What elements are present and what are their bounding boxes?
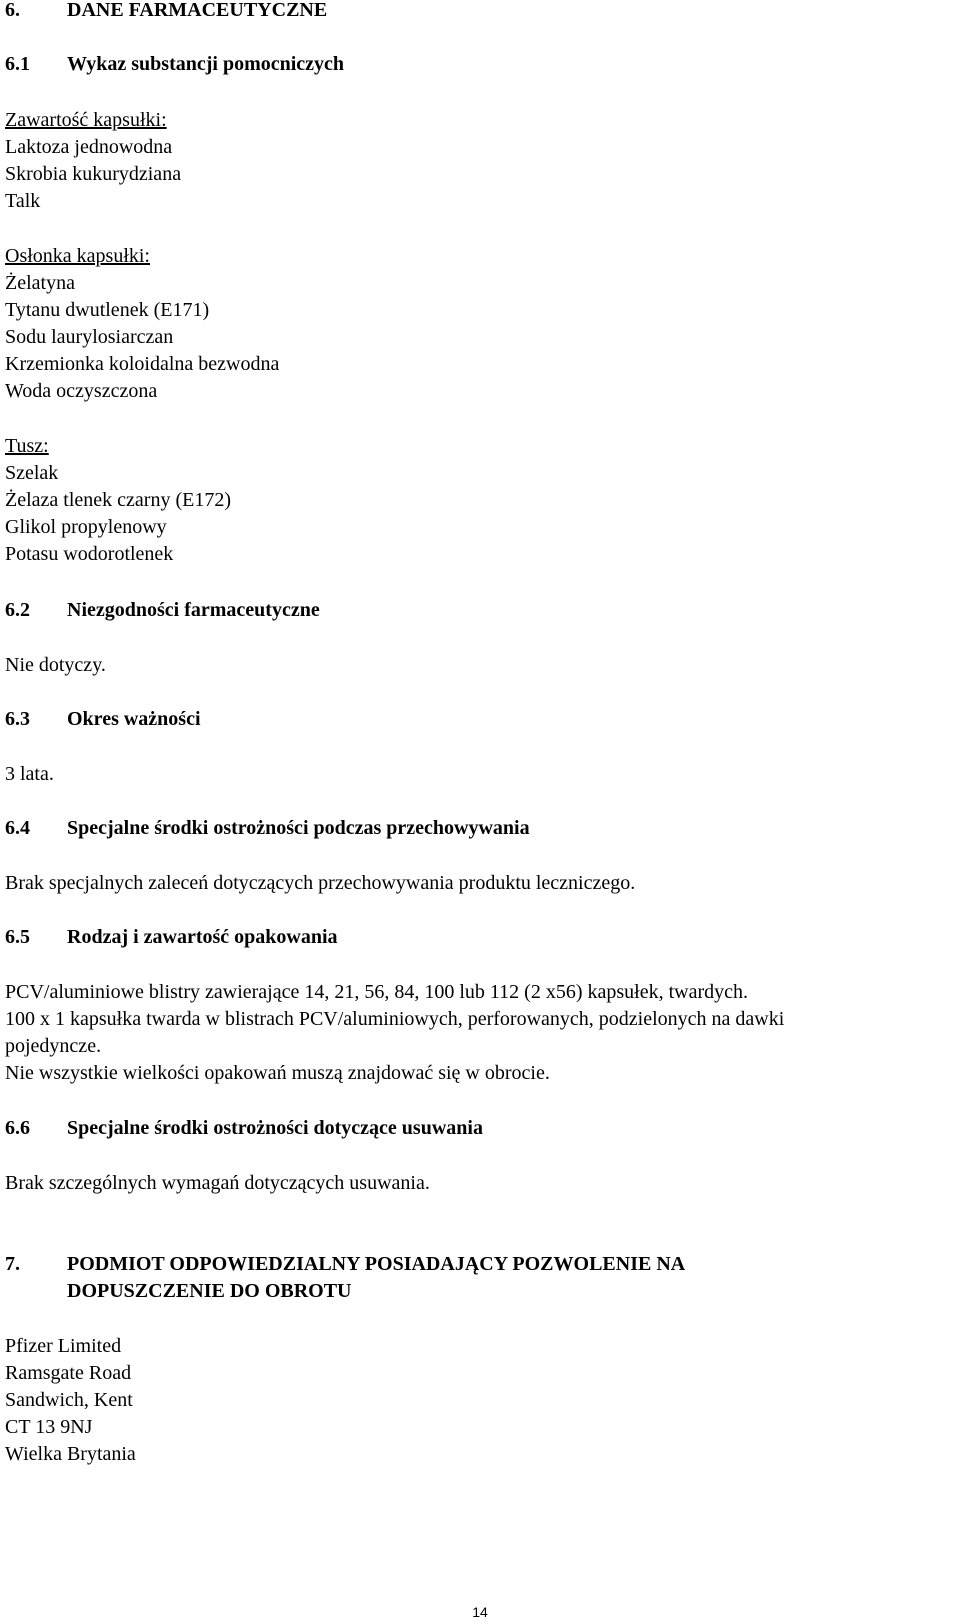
section-title: Rodzaj i zawartość opakowania [67, 926, 338, 948]
packaging-line: pojedyncze. [5, 1035, 102, 1057]
capsule-shell-item: Woda oczyszczona [5, 380, 158, 402]
section-6-4-text: Brak specjalnych zaleceń dotyczących przechowywania produktu leczniczego. [5, 872, 636, 894]
section-6-1-heading [5, 51, 344, 78]
capsule-content-label: Zawartość kapsułki: [5, 109, 167, 131]
section-title-line: PODMIOT ODPOWIEDZIALNY POSIADAJĄCY POZWOLENIE NA [67, 1253, 686, 1275]
section-title: Specjalne środki ostrożności dotyczące usuwania [67, 1117, 483, 1139]
section-number: 6.2 [5, 599, 30, 621]
section-6-4-heading [5, 815, 530, 842]
section-title: Specjalne środki ostrożności podczas przechowywania [67, 817, 530, 839]
section-number: 6.5 [5, 926, 30, 948]
address-line: Ramsgate Road [5, 1362, 132, 1384]
section-title: Okres ważności [67, 708, 201, 730]
ink-label: Tusz: [5, 435, 49, 457]
section-title: Niezgodności farmaceutyczne [67, 599, 320, 621]
ink-item: Potasu wodorotlenek [5, 543, 174, 565]
ink-item: Żelaza tlenek czarny (E172) [5, 489, 231, 511]
section-number: 6.4 [5, 817, 30, 839]
capsule-content-item: Talk [5, 190, 41, 212]
address-line: CT 13 9NJ [5, 1416, 93, 1438]
ink-item: Szelak [5, 462, 59, 484]
capsule-content-item: Laktoza jednowodna [5, 136, 173, 158]
capsule-shell-item: Krzemionka koloidalna bezwodna [5, 353, 280, 375]
section-title: Wykaz substancji pomocniczych [67, 53, 345, 75]
section-number: 6.1 [5, 53, 30, 75]
ink-item: Glikol propylenowy [5, 516, 167, 538]
capsule-shell-item: Tytanu dwutlenek (E171) [5, 299, 210, 321]
section-6-2-text: Nie dotyczy. [5, 654, 106, 676]
address-line: Pfizer Limited [5, 1335, 122, 1357]
capsule-shell-item: Żelatyna [5, 272, 75, 294]
section-6-3-heading [5, 706, 201, 733]
packaging-line: 100 x 1 kapsułka twarda w blistrach PCV/aluminiowych, perforowanych, podzielonych na dawki [5, 1008, 785, 1030]
section-6-2-heading [5, 597, 320, 624]
packaging-line: Nie wszystkie wielkości opakowań muszą znajdować się w obrocie. [5, 1062, 550, 1084]
section-7-heading [5, 1251, 867, 1305]
section-title [67, 1251, 867, 1305]
capsule-shell-label: Osłonka kapsułki: [5, 245, 150, 267]
address-line: Sandwich, Kent [5, 1389, 133, 1411]
capsule-shell-item: Sodu laurylosiarczan [5, 326, 174, 348]
section-number: 6. [5, 0, 20, 21]
page-number: 14 [472, 1604, 488, 1620]
section-title-line: DOPUSZCZENIE DO OBROTU [67, 1280, 352, 1302]
section-number: 7. [5, 1253, 20, 1275]
section-title: DANE FARMACEUTYCZNE [67, 0, 328, 21]
packaging-line: PCV/aluminiowe blistry zawierające 14, 21, 56, 84, 100 lub 112 (2 x56) kapsułek, twardych. [5, 981, 748, 1003]
address-line: Wielka Brytania [5, 1443, 136, 1465]
section-number: 6.6 [5, 1117, 30, 1139]
section-6-3-text: 3 lata. [5, 763, 54, 785]
section-6-6-heading [5, 1115, 483, 1142]
section-number: 6.3 [5, 708, 30, 730]
capsule-content-item: Skrobia kukurydziana [5, 163, 182, 185]
section-6-6-text: Brak szczególnych wymagań dotyczących usuwania. [5, 1172, 430, 1194]
section-6-heading [5, 0, 327, 24]
section-6-5-heading [5, 924, 338, 951]
